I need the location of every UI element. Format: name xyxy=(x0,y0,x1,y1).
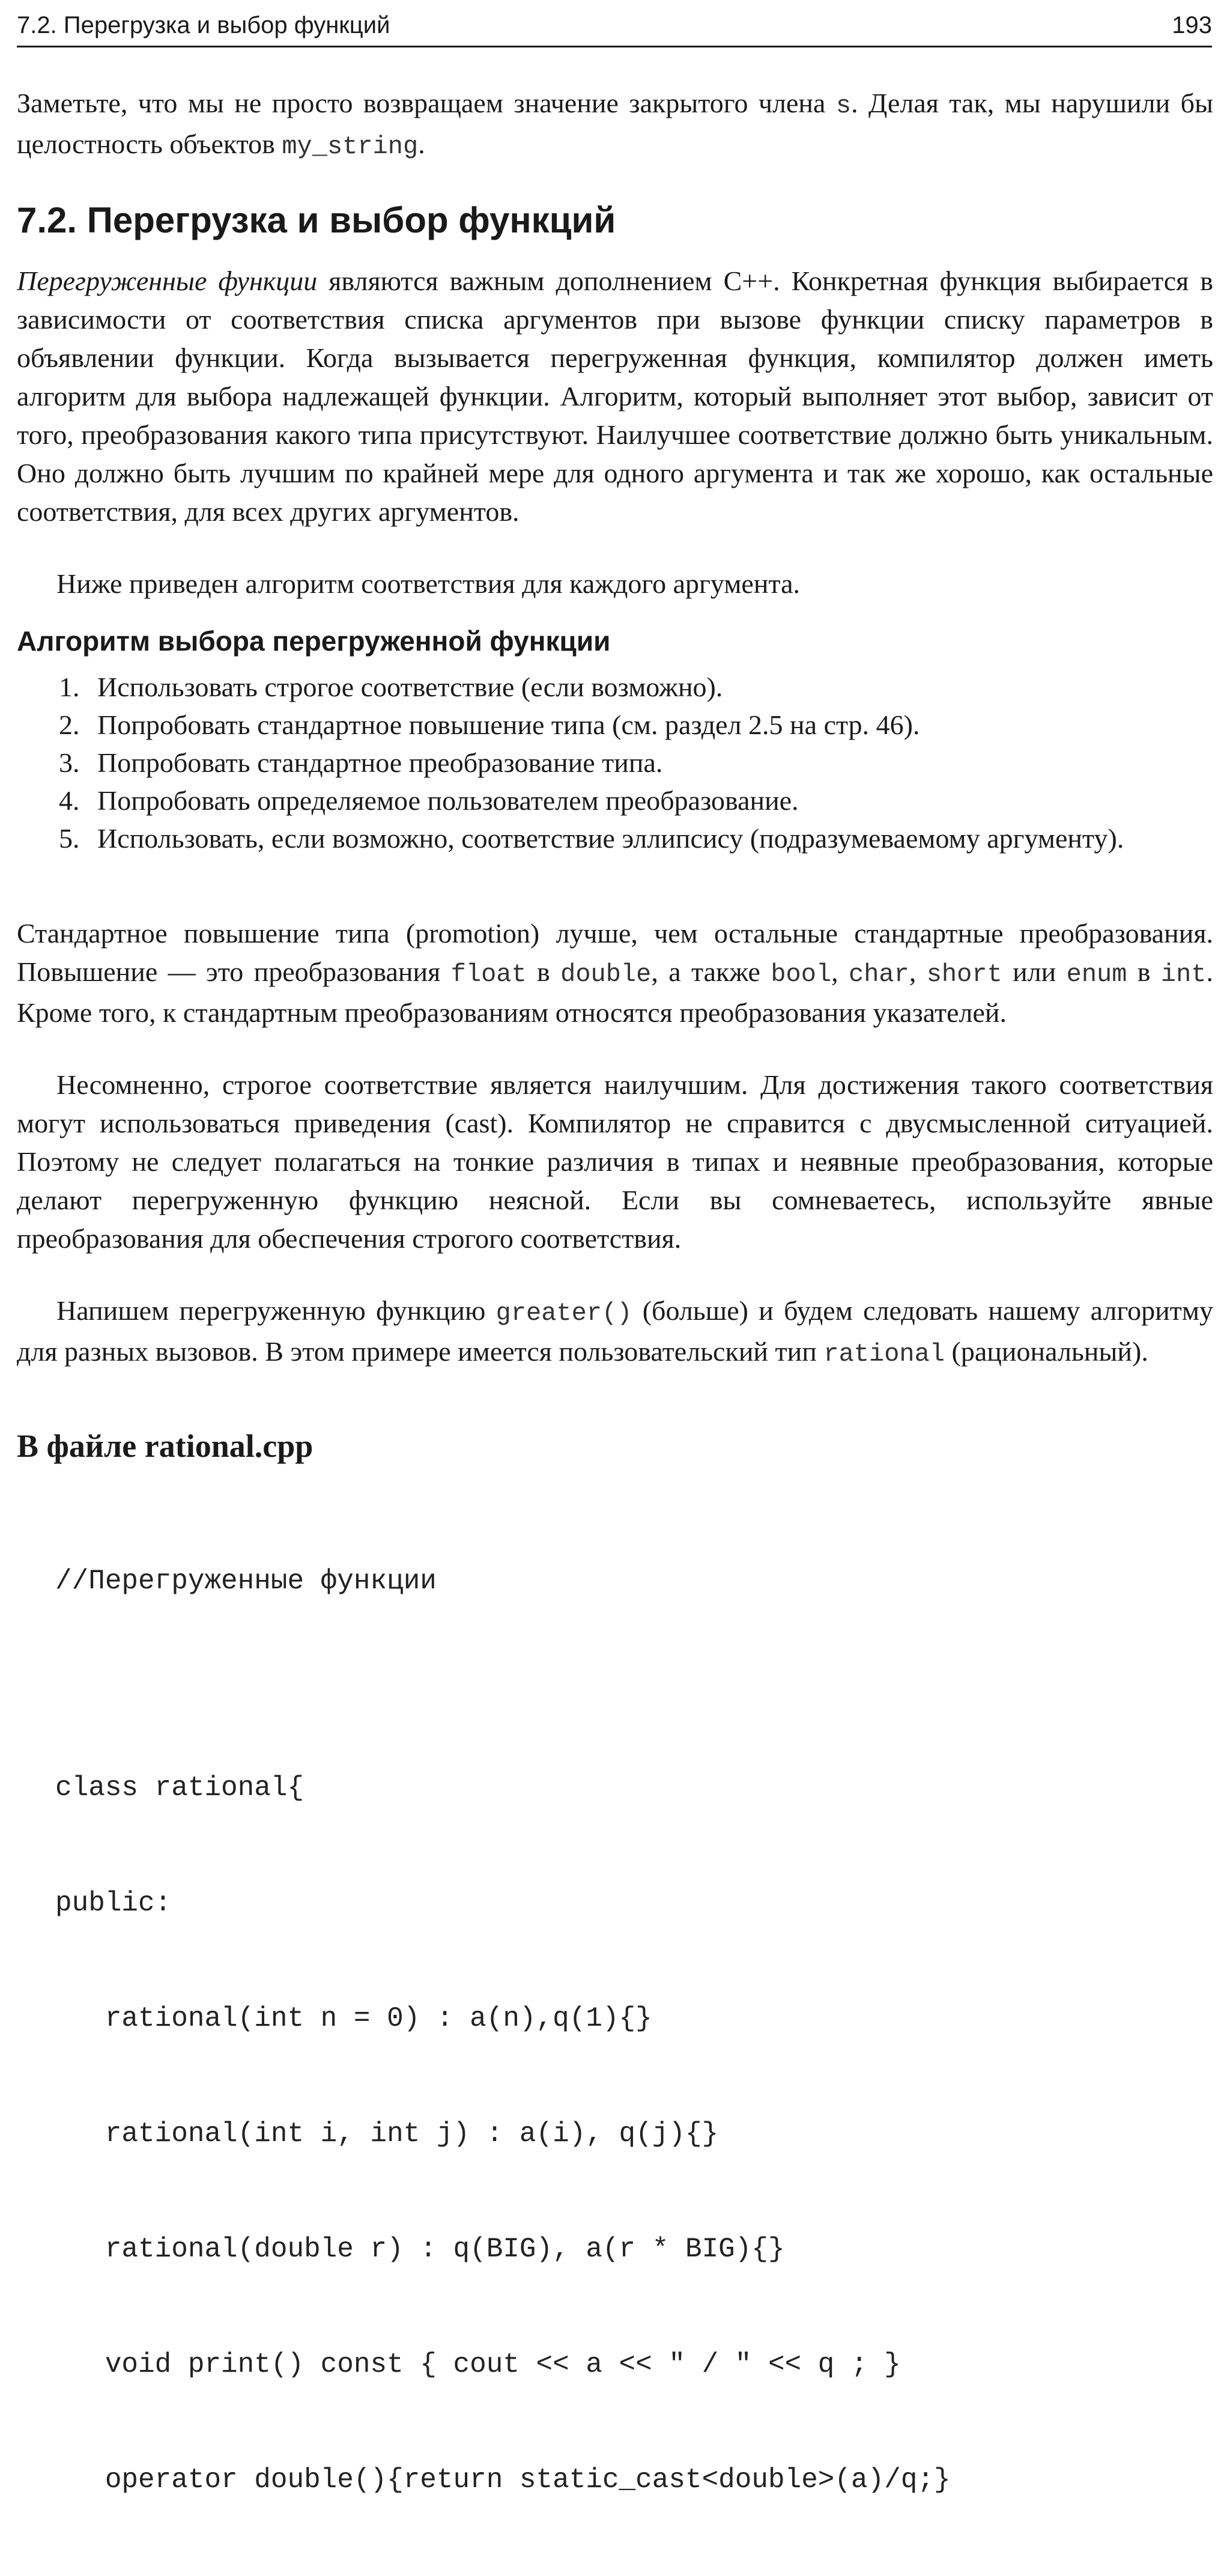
list-item: 5. Использовать, если возможно, соответствие эллипсису (подразумеваемому аргументу). xyxy=(59,823,1124,854)
inline-code: rational xyxy=(823,1340,945,1368)
inline-code: my_string xyxy=(282,132,419,161)
code-line: rational(int i, int j) : a(i), q(j){} xyxy=(55,2118,719,2149)
inline-code: char xyxy=(849,960,909,989)
code-line: void print() const { cout << a << " / " << q ; } xyxy=(55,2349,901,2380)
list-item: 3. Попробовать стандартное преобразование типа. xyxy=(59,747,663,778)
code-line: operator double(){return static_cast<double>(a)/q;} xyxy=(55,2464,951,2496)
code-line: public: xyxy=(55,1888,172,1919)
inline-code: int xyxy=(1160,960,1207,989)
inline-code: short xyxy=(926,960,1002,989)
code-line: rational(int n = 0) : a(n),q(1){} xyxy=(55,2003,652,2034)
algorithm-heading: Алгоритм выбора перегруженной функции xyxy=(17,625,611,657)
code-listing xyxy=(55,1485,951,2576)
promotion-paragraph: Стандартное повышение типа (promotion) лучше, чем остальные стандартные преобразования. Повышение — это преобразования float в double, а также bool, char, short или enum в int. Кроме того, к стандартным преобразованиям относятся преобразования указателей. xyxy=(17,918,1213,1028)
algorithm-steps xyxy=(17,668,1213,857)
inline-code: double xyxy=(560,960,652,989)
section-heading: 7.2. Перегрузка и выбор функций xyxy=(17,200,616,240)
inline-code: enum xyxy=(1066,960,1127,989)
inline-code: greater() xyxy=(495,1299,632,1328)
running-title: 7.2. Перегрузка и выбор функций xyxy=(17,12,390,38)
inline-code: bool xyxy=(771,960,832,989)
code-line: //Перегруженные функции xyxy=(55,1566,437,1597)
page-number: 193 xyxy=(1172,12,1212,38)
code-line-gap xyxy=(55,1677,951,1692)
code-line: class rational{ xyxy=(55,1772,304,1803)
inline-code: s xyxy=(835,91,852,120)
list-item: 2. Попробовать стандартное повышение типа (см. раздел 2.5 на стр. 46). xyxy=(59,709,920,740)
list-item: 4. Попробовать определяемое пользователем преобразование. xyxy=(59,785,799,816)
section-paragraph-1: Перегруженные функции являются важным дополнением С++. Конкретная функция выбирается в зависимости от соответствия списка аргументов при вызове функции списку параметров в объявлении функции. Когда вызывается перегруженная функция, компилятор должен иметь алгоритм для выбора надлежащей функции. Алгоритм, который выполняет этот выбор, зависит от того, преобразования какого типа присутствуют. Наилучшее соответствие должно быть уникальным. Оно должно быть лучшим по крайней мере для одного аргумента и так же хорошо, как остальные соответствия, для всех других аргументов. xyxy=(17,266,1213,527)
inline-code: float xyxy=(450,960,527,989)
intro-paragraph: Заметьте, что мы не просто возвращаем значение закрытого члена s. Делая так, мы нарушили бы целостность объектов my_string. xyxy=(17,88,1213,161)
file-heading: В файле rational.cpp xyxy=(17,1428,314,1464)
list-item: 1. Использовать строгое соответствие (если возможно). xyxy=(59,672,723,702)
term-emphasis: Перегруженные функции xyxy=(17,266,318,296)
exact-match-paragraph: Несомненно, строгое соответствие является наилучшим. Для достижения такого соответствия могут использоваться приведения (cast). Компилятор не справится с двусмысленной ситуацией. Поэтому не следует полагаться на тонкие различия в типах и неявные преобразования, которые делают перегруженную функцию неясной. Если вы сомневаетесь, используйте явные преобразования для обеспечения строгого соответствия. xyxy=(17,1069,1213,1254)
greater-paragraph: Напишем перегруженную функцию greater() (больше) и будем следовать нашему алгоритму для разных вызовов. В этом примере имеется пользовательский тип rational (рациональный). xyxy=(17,1295,1213,1368)
code-line: rational(double r) : q(BIG), a(r * BIG){} xyxy=(55,2234,785,2265)
running-header xyxy=(17,8,1212,47)
section-paragraph-2: Ниже приведен алгоритм соответствия для каждого аргумента. xyxy=(56,568,801,599)
